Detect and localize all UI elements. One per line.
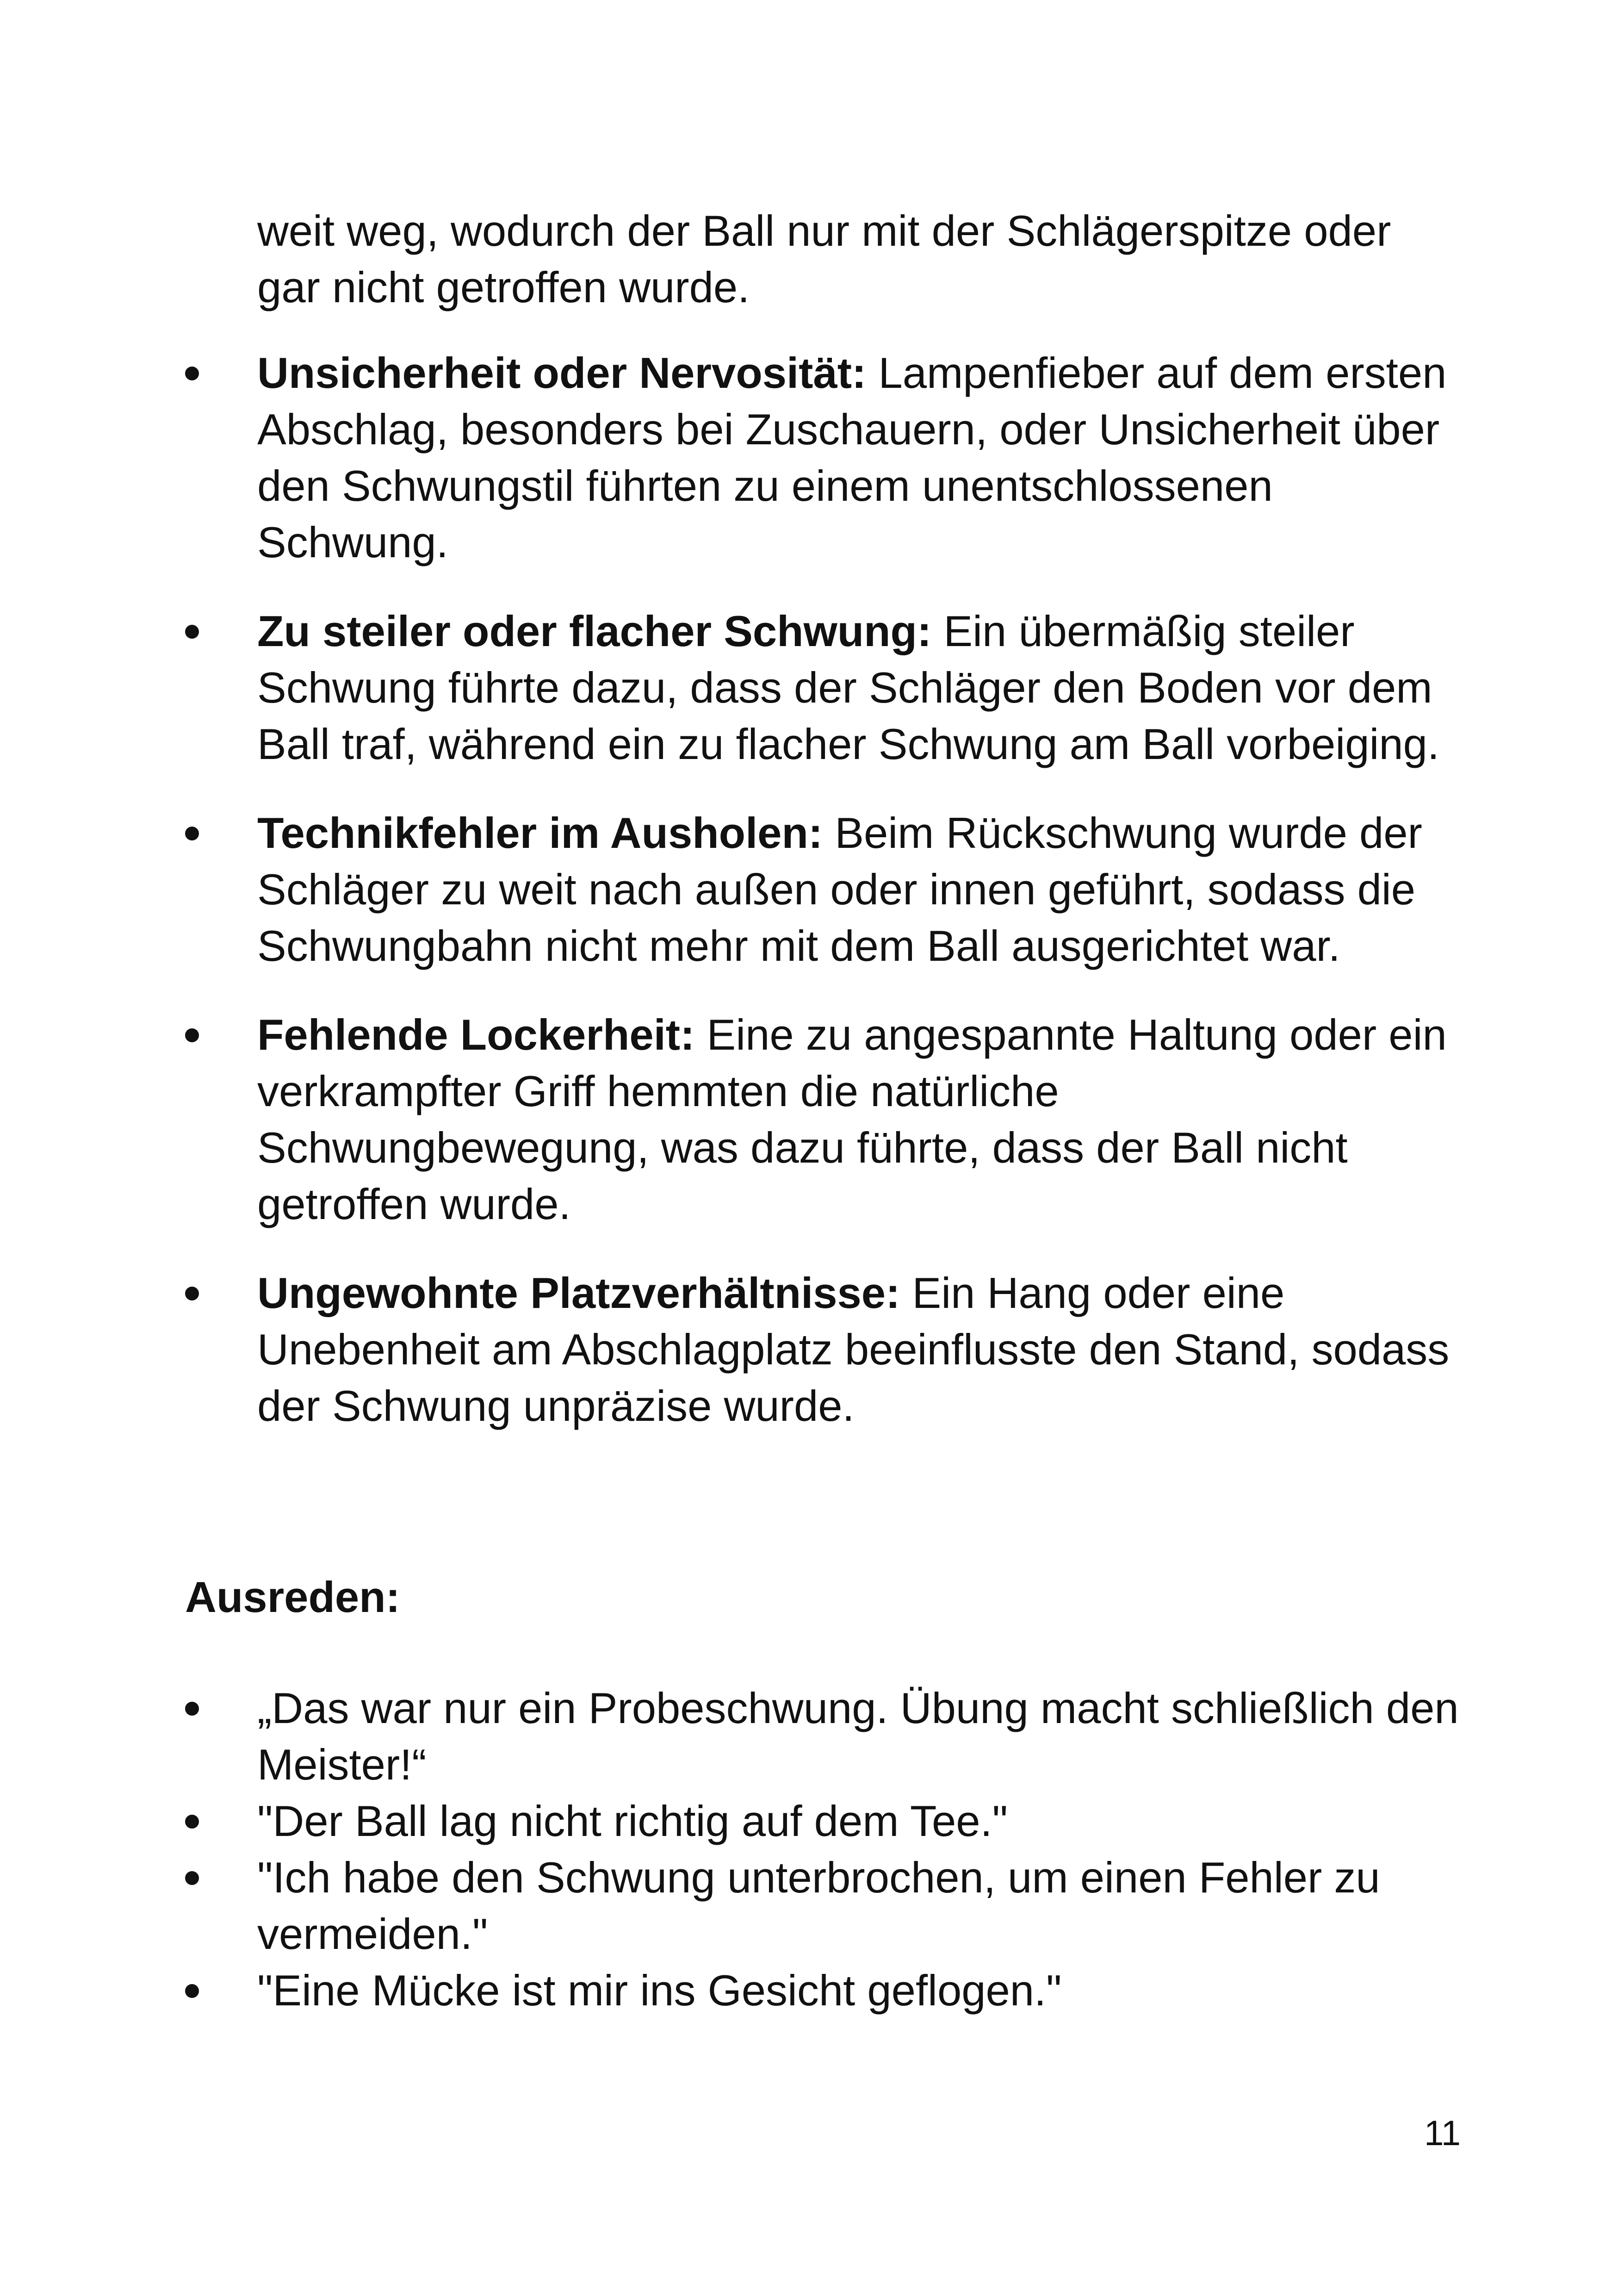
- item-text: Ein übermäßig steiler Schwung führte dazu, dass der Schläger den Boden vor dem Ball traf, während ein zu flacher Schwung am Ball vorbeiging.: [257, 607, 1440, 768]
- list-item: [0, 1962, 1460, 2019]
- excuse-text: "Eine Mücke ist mir ins Gesicht geflogen.": [257, 1966, 1062, 2015]
- continuation-paragraph: weit weg, wodurch der Ball nur mit der Schlägerspitze oder gar nicht getroffen wurde.: [257, 206, 1391, 311]
- bullet-icon: [185, 1028, 199, 1042]
- item-term: Zu steiler oder flacher Schwung:: [257, 607, 944, 655]
- excuse-text: "Der Ball lag nicht richtig auf dem Tee.": [257, 1797, 1008, 1845]
- item-text: Eine zu angespannte Haltung oder ein verkrampfter Griff hemmten die natürliche Schwungbewegung, was dazu führte, dass der Ball nicht getroffen wurde.: [257, 1010, 1447, 1228]
- list-item: [0, 603, 1460, 772]
- bullet-icon: [185, 1287, 199, 1300]
- item-term: Unsicherheit oder Nervosität:: [257, 348, 879, 397]
- list-item: [0, 1265, 1460, 1434]
- causes-list: [0, 345, 1618, 1467]
- bullet-icon: [185, 367, 199, 380]
- item-text: Beim Rückschwung wurde der Schläger zu weit nach außen oder innen geführt, sodass die Schwungbahn nicht mehr mit dem Ball ausgerichtet war.: [257, 809, 1422, 970]
- bullet-icon: [185, 1871, 199, 1885]
- item-term: Technikfehler im Ausholen:: [257, 809, 835, 857]
- bullet-icon: [185, 625, 199, 639]
- excuse-text: "Ich habe den Schwung unterbrochen, um einen Fehler zu vermeiden.": [257, 1853, 1380, 1958]
- bullet-icon: [185, 1984, 199, 1998]
- page-number: 11: [1424, 2114, 1461, 2153]
- list-item: [0, 1007, 1460, 1232]
- list-item: [0, 1849, 1460, 1962]
- item-text: Lampenfieber auf dem ersten Abschlag, besonders bei Zuschauern, oder Unsicherheit über den Schwungstil führten zu einem unentschlossenen Schwung.: [257, 348, 1447, 566]
- list-item: [0, 345, 1460, 571]
- list-item: [0, 805, 1460, 974]
- excuse-text: „Das war nur ein Probeschwung. Übung macht schließlich den Meister!“: [257, 1684, 1459, 1789]
- item-text: Ein Hang oder eine Unebenheit am Abschlagplatz beeinflusste den Stand, sodass der Schwung unpräzise wurde.: [257, 1269, 1450, 1430]
- bullet-icon: [185, 1702, 199, 1716]
- excuses-heading: Ausreden:: [185, 1573, 400, 1621]
- bullet-icon: [185, 1815, 199, 1829]
- item-term: Fehlende Lockerheit:: [257, 1010, 707, 1059]
- excuses-list: [0, 1680, 1618, 2019]
- bullet-icon: [185, 827, 199, 840]
- list-item: [0, 1793, 1460, 1849]
- list-item: [0, 1680, 1460, 1793]
- item-term: Ungewohnte Platzverhältnisse:: [257, 1269, 912, 1317]
